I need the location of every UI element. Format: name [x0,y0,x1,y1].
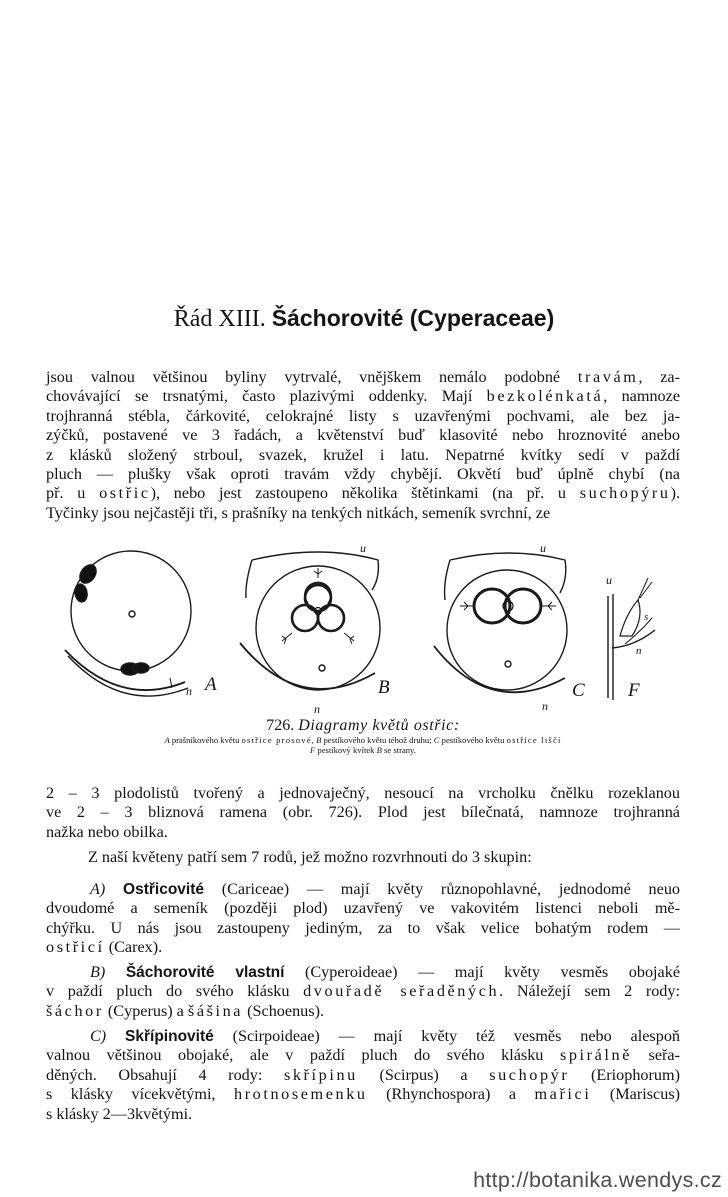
diagram-f-utricle [620,600,640,636]
text-line: ve 2 – 3 bliznová ramena (obr. 726). Plod jest bílečnatá, namnoze trojhranná [46,803,680,822]
caption-line-1: A prašníkového květu ostřice prosové, B pestíkového květu téhož druhu; C pestíkového květu ostřice liščí [164,735,562,745]
mark-s-f: s [644,611,649,623]
text-line: trojhranná stébla, čárkovité, celokrajné listy s uzavřenými pochvami, ale bez ja- [46,406,680,425]
intro-paragraph [46,368,680,523]
text-line: pluch — plušky však oproti travám vždy chybějí. Okvětí buď úplně chybí (na [46,465,680,484]
chapter-heading [0,303,728,334]
text-line: C) Skřípinovité (Scirpoideae) — mají květy též vesměs nebo alespoň [90,1027,681,1045]
diagram-f-stem [608,594,613,700]
group-c-paragraph [46,1027,680,1124]
diagram-c-bristle-2 [542,602,556,610]
text-line: dvoudomé a semeník (později plod) uzavřený ve vakovitém listenci neboli mě- [46,899,680,918]
text-line: chovávající se trsnatými, často plazivými oddenky. Mají bezkolénkatá, namnoze [46,387,680,406]
caption-number: 726. [266,717,295,734]
text-line: z klásků složený strboul, svazek, kružel i latu. Nepatrné kvítky sedí v paždí [46,445,680,464]
group-a-paragraph [46,880,680,958]
diagram-a-anther-2 [74,583,89,603]
text-line: B) Šáchorovité vlastní (Cyperoideae) — mají květy vesměs obojaké [90,963,680,981]
mark-n-b: n [314,702,320,716]
diagram-a-anther-1 [77,562,100,586]
text-line: Tyčinky jsou nejčastěji tři, s prašníky na tenkých nitkách, semeník svrchní, ze [46,503,551,522]
mark-u-b: u [360,541,366,555]
diagram-c-circle [447,570,567,690]
text-line: s klásky vícekvětými, hrotnosemenku (Rhynchospora) a mařici (Mariscus) [46,1085,681,1104]
diagram-a [65,551,191,696]
diagram-c [434,553,567,692]
text-line: šáchor (Cyperus) a šášina (Schoenus). [46,1001,325,1020]
after-figure-paragraph [46,784,680,842]
text-line: A) Ostřicovité (Cariceae) — mají květy různopohlavné, jednodomé neuo [90,880,681,898]
text-line: 2 – 3 plodolistů tvořený a jednovaječný, nesoucí na vrcholku čnělku rozeklanou [46,784,680,802]
mark-u-c: u [540,541,546,555]
groups-intro: Z naší květeny patří sem 7 rodů, jež možno rozvrhnouti do 3 skupin: [88,848,532,866]
label-c: C [572,680,585,701]
mark-u-f: u [606,573,612,587]
diagram-c-bract [434,646,565,692]
caption-heading: Diagramy květů ostřic: [298,717,460,734]
group-b-paragraph [46,963,680,1021]
text-line: děných. Obsahují 4 rody: skřípinu (Scirpus) a suchopýr (Eriophorum) [46,1065,680,1084]
text-line: ostřicí (Carex). [46,938,163,957]
diagram-a-anther-4 [133,663,149,673]
text-line: nažka nebo obilka. [46,822,168,841]
diagram-b-bristle-1 [314,568,322,578]
label-a: A [205,674,217,695]
source-url: http://botanika.wendys.cz [473,1168,722,1192]
diagram-a-center [129,611,135,617]
label-b: B [378,677,390,698]
text-line: jsou valnou většinou byliny vytrvalé, vnějškem nemálo podobné travám, za- [46,368,681,386]
mark-n-f: n [636,645,642,657]
text-line: valnou většinou obojaké, ale v paždí pluch do svého klásku spirálně seřa- [46,1046,680,1065]
caption-title [46,717,680,735]
figure-caption [46,717,680,755]
text-line: chýřku. U nás jsou zastoupeny jediným, za to však velice bohatým rodem — [46,918,680,937]
order-number: Řád XIII. [173,306,266,332]
diagram-b-bristle-3 [344,633,354,644]
caption-line-2: F pestíkový kvítek B se strany. [310,745,416,755]
diagram-b [240,552,380,690]
text-line: zýčků, postavené ve 3 řadách, a květenství buď klasovité nebo hroznovité anebo [46,426,680,445]
label-f: F [628,680,640,701]
text-line: s klásky 2—3květými. [46,1104,193,1123]
family-name: Šáchorovité (Cyperaceae) [271,305,555,331]
diagram-b-bristle-2 [282,633,292,644]
diagram-c-bristle-1 [460,602,473,610]
mark-n-c: n [542,699,548,713]
text-line: př. u ostřic), nebo jest zastoupeno několika štětinkami (na př. u suchopýru). [46,484,681,503]
text-line: v paždí pluch do svého klásku dvouřadě seřaděných. Náležejí sem 2 rody: [46,982,680,1001]
mark-n-a: n [186,684,192,698]
figure-726-diagrams [60,538,680,718]
